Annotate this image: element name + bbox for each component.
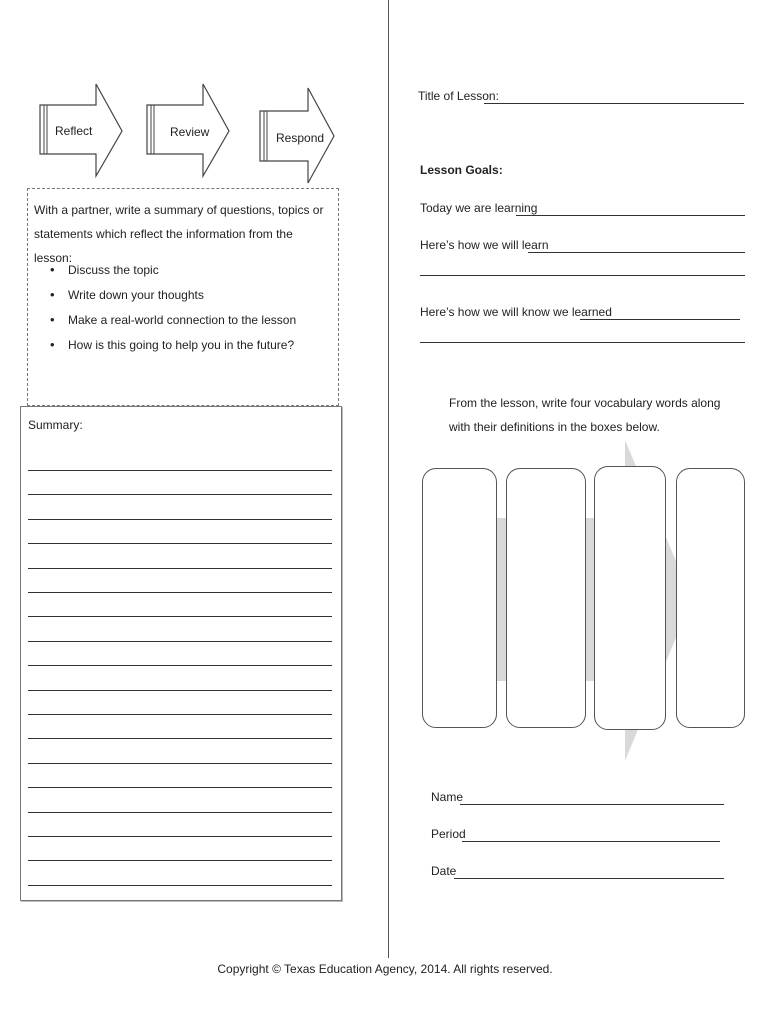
- step-respond-label: Respond: [276, 131, 325, 145]
- summary-line[interactable]: [28, 714, 332, 715]
- instructions-text: With a partner, write a summary of questions, topics or statements which reflect the information from the lesson:: [34, 203, 324, 265]
- bullet-item: • Make a real-world connection to the lesson: [50, 310, 330, 335]
- summary-label: Summary:: [28, 418, 83, 432]
- date-line[interactable]: [454, 878, 724, 879]
- summary-line[interactable]: [28, 494, 332, 495]
- summary-line[interactable]: [28, 860, 332, 861]
- summary-line[interactable]: [28, 543, 332, 544]
- goal-how-line[interactable]: [528, 252, 745, 253]
- name-line[interactable]: [460, 804, 724, 805]
- goal-learning-line[interactable]: [516, 215, 745, 216]
- summary-line[interactable]: [28, 641, 332, 642]
- period-label: Period: [431, 827, 466, 841]
- vocab-card-3[interactable]: [594, 466, 666, 730]
- summary-line[interactable]: [28, 812, 332, 813]
- summary-line[interactable]: [28, 738, 332, 739]
- period-line[interactable]: [462, 841, 720, 842]
- goal-how-label: Here’s how we will learn: [420, 238, 549, 252]
- summary-line[interactable]: [28, 690, 332, 691]
- lesson-goals-heading: Lesson Goals:: [420, 163, 503, 177]
- summary-line[interactable]: [28, 836, 332, 837]
- goal-know-label: Here’s how we will know we learned: [420, 305, 612, 319]
- summary-line[interactable]: [28, 616, 332, 617]
- summary-line[interactable]: [28, 885, 332, 886]
- title-of-lesson-label: Title of Lesson:: [418, 89, 499, 103]
- date-label: Date: [431, 864, 457, 878]
- title-of-lesson-line[interactable]: [484, 103, 744, 104]
- vocab-card-1[interactable]: [422, 468, 497, 728]
- summary-line[interactable]: [28, 470, 332, 471]
- name-label: Name: [431, 790, 464, 804]
- vocab-instructions-line1: From the lesson, write four vocabulary words along: [449, 396, 721, 410]
- goal-learning-label: Today we are learning: [420, 201, 538, 215]
- summary-box: [20, 406, 342, 901]
- goal-how-line-2[interactable]: [420, 275, 745, 276]
- vocab-instructions-line2: with their definitions in the boxes below.: [449, 420, 660, 434]
- vocab-card-4[interactable]: [676, 468, 745, 728]
- bullet-item: • How is this going to help you in the future?: [50, 335, 330, 360]
- page-divider: [388, 0, 389, 958]
- summary-line[interactable]: [28, 592, 332, 593]
- bullet-item: • Write down your thoughts: [50, 285, 330, 310]
- vocab-card-2[interactable]: [506, 468, 586, 728]
- goal-know-line-2[interactable]: [420, 342, 745, 343]
- summary-line[interactable]: [28, 787, 332, 788]
- step-review-label: Review: [170, 125, 210, 139]
- copyright-footer: Copyright © Texas Education Agency, 2014. All rights reserved.: [217, 962, 553, 976]
- goal-know-line[interactable]: [580, 319, 740, 320]
- summary-line[interactable]: [28, 519, 332, 520]
- summary-line[interactable]: [28, 665, 332, 666]
- summary-line[interactable]: [28, 763, 332, 764]
- summary-line[interactable]: [28, 568, 332, 569]
- instruction-bullets: [50, 260, 330, 360]
- bullet-item: • Discuss the topic: [50, 260, 330, 285]
- step-reflect-label: Reflect: [55, 124, 93, 138]
